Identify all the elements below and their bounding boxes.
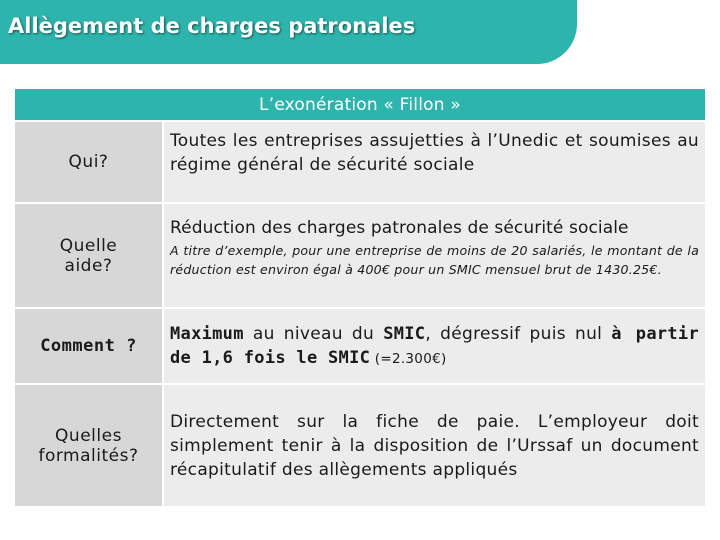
table-row-formalites bbox=[15, 385, 705, 506]
text-segment: au niveau du bbox=[243, 323, 384, 344]
row-label: Comment ? bbox=[15, 309, 162, 383]
row-label: Qui? bbox=[15, 122, 162, 202]
title-banner bbox=[0, 0, 577, 64]
text-amount: (=2.300€) bbox=[370, 350, 447, 367]
page-title: Allègement de charges patronales bbox=[8, 14, 416, 38]
row-content bbox=[164, 122, 705, 202]
row-content bbox=[164, 309, 705, 383]
emphasis-threshold: à partir de 1,6 fois le SMIC bbox=[170, 323, 699, 368]
table-heading: L’exonération « Fillon » bbox=[15, 89, 705, 120]
row-text: Toutes les entreprises assujetties à l’Unedic et soumises au régime général de sécurité sociale bbox=[170, 131, 699, 175]
row-text: Réduction des charges patronales de sécurité sociale bbox=[170, 218, 629, 238]
row-label: Quelles formalités? bbox=[15, 385, 162, 506]
row-label: Quelle aide? bbox=[15, 204, 162, 307]
row-example: A titre d’exemple, pour une entreprise de moins de 20 salariés, le montant de la réduction est environ égal à 400€ pour un SMIC mensuel brut de 1430.25€. bbox=[170, 243, 699, 277]
table-row-aide bbox=[15, 204, 705, 307]
row-text: Directement sur la fiche de paie. L’employeur doit simplement tenir à la disposition de l’Urssaf un document récapitulatif des allègements appliqués bbox=[170, 411, 699, 480]
row-content bbox=[164, 204, 705, 307]
row-text bbox=[170, 322, 699, 371]
table-row-comment bbox=[15, 309, 705, 383]
row-content bbox=[164, 385, 705, 506]
table-row-qui bbox=[15, 122, 705, 202]
text-segment: , dégressif puis nul bbox=[425, 323, 612, 344]
fillon-table bbox=[15, 89, 705, 506]
emphasis-maximum: Maximum bbox=[170, 323, 244, 344]
emphasis-smic: SMIC bbox=[383, 323, 426, 344]
